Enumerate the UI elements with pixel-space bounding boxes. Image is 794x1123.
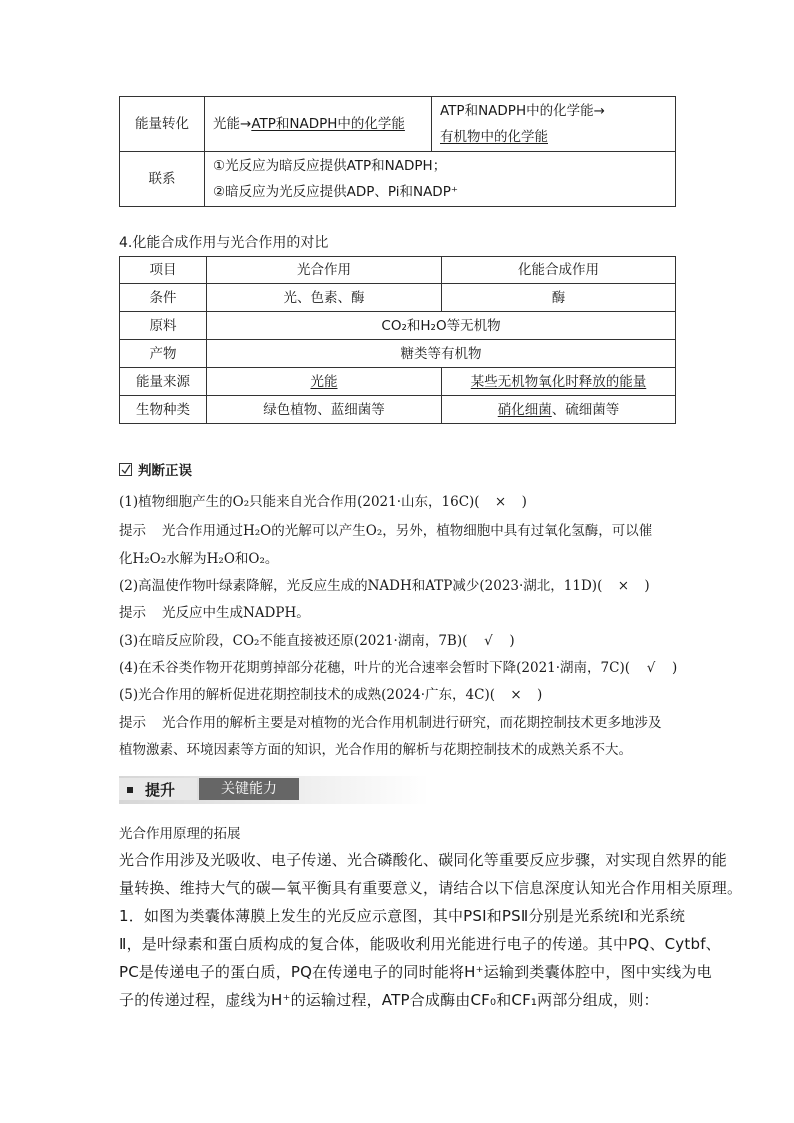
extension-line-5: PC是传递电子的蛋白质，PQ在传递电子的同时能将H⁺运输到类囊体腔中，图中实线为电	[119, 963, 712, 981]
t2-r1-c2: 酶	[442, 284, 676, 312]
t2-r1-label: 条件	[120, 284, 207, 312]
light-reaction-energy	[205, 97, 432, 152]
extension-line-6: 子的传递过程，虚线为H⁺的运输过程，ATP合成酶由CF₀和CF₁两部分组成，则：	[119, 991, 659, 1009]
t2-r2-label: 原料	[120, 312, 207, 340]
judge-item-1-mark: ×	[494, 494, 507, 510]
t2-r5-c2-under: 硝化细菌	[497, 401, 552, 418]
judge-item-3-mark: √	[484, 633, 493, 649]
judge-item-5-text: (5)光合作用的解析促进花期控制技术的成熟(2024·广东，4C)(	[119, 687, 495, 703]
judge-hint-3-cont: 植物激素、环境因素等方面的知识，光合作用的解析与花期控制技术的成熟关系不大。	[119, 742, 632, 758]
judge-hint-1-text: 光合作用通过H₂O的光解可以产生O₂，另外，植物细胞中具有过氧化氢酶，可以催	[162, 523, 653, 539]
t2-r1-c1: 光、色素、酶	[207, 284, 442, 312]
t2-r5-c2-rest: 、硫细菌等	[551, 401, 620, 418]
banner-left-text: 提升	[145, 781, 176, 799]
t2-r4-label: 能量来源	[120, 368, 207, 396]
row-label-link: 联系	[120, 152, 205, 207]
judge-hint-3-text: 光合作用的解析主要是对植物的光合作用机制进行研究，而花期控制技术更多地涉及	[162, 715, 662, 731]
judge-hint-3	[119, 711, 662, 731]
comparison-table	[119, 256, 676, 424]
square-bullet-icon	[127, 787, 133, 793]
t2-r4-c2-text: 某些无机物氧化时释放的能量	[470, 373, 647, 390]
t2-r0-label: 项目	[120, 257, 207, 284]
judge-item-1-close: )	[521, 494, 527, 510]
t2-r4-c1-text: 光能	[310, 373, 338, 390]
judge-item-2-text: (2)高温使作物叶绿素降解，光反应生成的NADH和ATP减少(2023·湖北，11D)(	[119, 578, 603, 594]
extension-line-2: 量转换、维持大气的碳—氧平衡具有重要意义，请结合以下信息深度认知光合作用相关原理。	[119, 879, 743, 897]
judge-item-4	[119, 656, 677, 676]
judge-hint-2-text: 光反应中生成NADPH。	[162, 605, 310, 621]
energy-table	[119, 96, 676, 207]
judge-hint-2	[119, 601, 310, 621]
t2-r3-label: 产物	[120, 340, 207, 368]
t2-r4-c2	[442, 368, 676, 396]
energy-underlined: ATP和NADPH中的化学能	[251, 116, 405, 132]
extension-line-3: 1．如图为类囊体薄膜上发生的光反应示意图，其中PSⅠ和PSⅡ分别是光系统Ⅰ和光系统	[119, 907, 686, 925]
t2-r5-c1: 绿色植物、蓝细菌等	[207, 396, 442, 424]
judge-item-5-close: )	[537, 687, 543, 703]
extension-title: 光合作用原理的拓展	[119, 826, 241, 842]
banner-left	[119, 778, 197, 800]
dark-reaction-energy	[432, 97, 676, 152]
energy-prefix: 光能→	[213, 116, 252, 132]
judge-item-5	[119, 683, 542, 703]
banner-right-text: 关键能力	[199, 778, 299, 800]
link-line2: ②暗反应为光反应提供ADP、Pi和NADP⁺	[213, 184, 458, 200]
t2-r4-c1	[207, 368, 442, 396]
t2-r5-label: 生物种类	[120, 396, 207, 424]
link-content	[205, 152, 676, 207]
judge-item-2	[119, 574, 650, 594]
judge-item-4-mark: √	[646, 660, 656, 676]
judge-hint-1-cont: 化H₂O₂水解为H₂O和O₂。	[119, 551, 279, 567]
extension-line-1: 光合作用涉及光吸收、电子传递、光合磷酸化、碳同化等重要反应步骤，对实现自然界的能	[119, 851, 728, 869]
judge-item-4-close: )	[672, 660, 678, 676]
judge-item-1-text: (1)植物细胞产生的O₂只能来自光合作用(2021·山东，16C)(	[119, 494, 480, 510]
judge-heading-text: 判断正误	[138, 463, 192, 479]
section-banner	[119, 776, 303, 802]
t2-r5-c2	[442, 396, 676, 424]
t2-r0-c1: 光合作用	[207, 257, 442, 284]
judge-hint-3-label: 提示	[119, 715, 146, 731]
judge-item-4-text: (4)在禾谷类作物开花期剪掉部分花穗，叶片的光合速率会暂时下降(2021·湖南，7C)(	[119, 660, 630, 676]
dark-energy-line1: ATP和NADPH中的化学能→	[440, 103, 605, 119]
t2-r2-merged: CO₂和H₂O等无机物	[207, 312, 676, 340]
section-title: 4.化能合成作用与光合作用的对比	[119, 235, 329, 251]
judge-hint-2-label: 提示	[119, 605, 146, 621]
link-line1: ①光反应为暗反应提供ATP和NADPH；	[213, 158, 447, 174]
judge-item-3-text: (3)在暗反应阶段，CO₂不能直接被还原(2021·湖南，7B)(	[119, 633, 468, 649]
judge-heading	[119, 459, 192, 479]
extension-line-4: Ⅱ，是叶绿素和蛋白质构成的复合体，能吸收利用光能进行电子的传递。其中PQ、Cytbf、	[119, 935, 721, 953]
judge-hint-1	[119, 519, 652, 539]
checklist-icon	[119, 463, 132, 476]
judge-item-3	[119, 629, 515, 649]
judge-item-2-close: )	[644, 578, 650, 594]
judge-item-3-close: )	[509, 633, 515, 649]
row-label-energy: 能量转化	[120, 97, 205, 152]
judge-item-1	[119, 490, 527, 510]
t2-r3-merged: 糖类等有机物	[207, 340, 676, 368]
judge-item-5-mark: ×	[510, 687, 522, 703]
dark-energy-line2: 有机物中的化学能	[440, 129, 548, 145]
judge-hint-1-label: 提示	[119, 523, 146, 539]
t2-r0-c2: 化能合成作用	[442, 257, 676, 284]
judge-item-2-mark: ×	[617, 578, 629, 594]
